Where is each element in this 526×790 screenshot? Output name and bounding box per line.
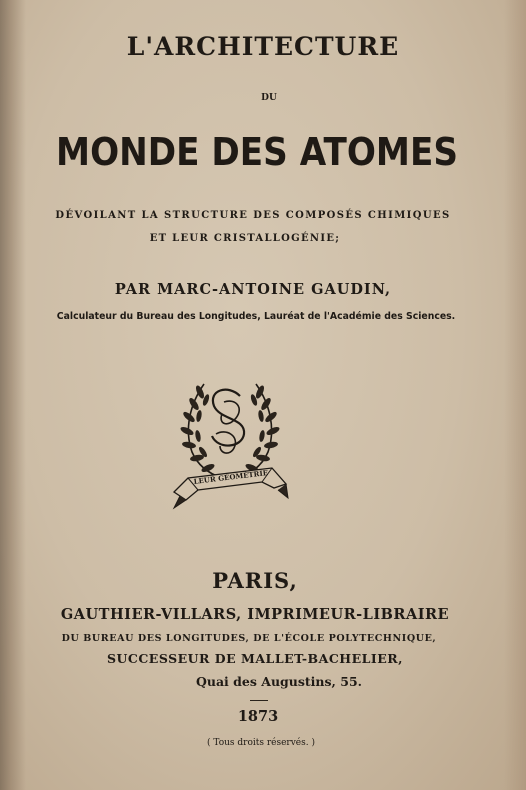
publisher: GAUTHIER-VILLARS, IMPRIMEUR-LIBRAIRE	[60, 606, 450, 623]
ribbon-text: LEUR GÉOMÉTRIE	[193, 468, 269, 486]
title-line-2: DU	[261, 93, 277, 103]
laurel-wreath-monogram-icon	[170, 374, 290, 514]
main-title: MONDE DES ATOMES	[56, 130, 458, 174]
year: 1873	[237, 708, 279, 725]
subtitle-line-1: DÉVOILANT LA STRUCTURE DES COMPOSÉS CHIMIQUES	[55, 210, 451, 221]
subtitle-line-2: ET LEUR CRISTALLOGÉNIE;	[149, 233, 341, 244]
title-line-1: L'ARCHITECTURE	[126, 32, 400, 61]
author-credentials: Calculateur du Bureau des Longitudes, Lauréat de l'Académie des Sciences.	[56, 311, 456, 322]
author-line: PAR MARC-ANTOINE GAUDIN,	[114, 281, 392, 298]
divider-rule	[250, 700, 268, 701]
publisher-affiliation: DU BUREAU DES LONGITUDES, DE L'ÉCOLE POLYTECHNIQUE,	[61, 633, 437, 644]
address: Quai des Augustins, 55.	[195, 674, 362, 689]
rights-notice: ( Tous droits réservés. )	[207, 738, 315, 748]
successor: SUCCESSEUR DE MALLET-BACHELIER,	[106, 651, 404, 666]
city: PARIS,	[212, 568, 298, 593]
